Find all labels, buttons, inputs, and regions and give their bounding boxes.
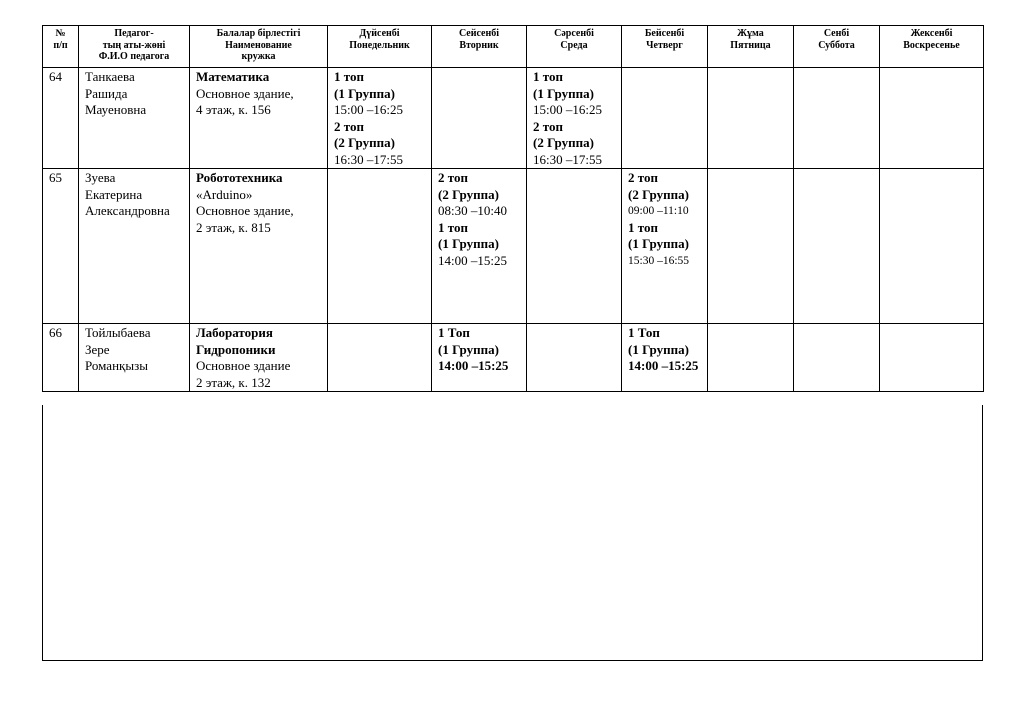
header-saturday: Сенбі Суббота <box>794 26 880 68</box>
wednesday-cell <box>527 169 622 324</box>
row-number: 66 <box>43 324 79 392</box>
saturday-cell <box>794 324 880 392</box>
circle-name: Лаборатория Гидропоники Основное здание 2 этаж, к. 132 <box>190 324 328 392</box>
table-row <box>43 169 984 324</box>
saturday-cell <box>794 169 880 324</box>
header-thursday: Бейсенбі Четверг <box>622 26 708 68</box>
friday-cell <box>708 169 794 324</box>
tuesday-cell: 2 топ (2 Группа) 08:30 –10:40 1 топ (1 Группа) 14:00 –15:25 <box>432 169 527 324</box>
thursday-cell: 2 топ (2 Группа) 09:00 –11:10 1 топ (1 Группа) 15:30 –16:55 <box>622 169 708 324</box>
thursday-cell <box>622 68 708 169</box>
friday-cell <box>708 324 794 392</box>
schedule-table <box>42 25 984 392</box>
saturday-cell <box>794 68 880 169</box>
teacher-name: Тойлыбаева Зере Романқызы <box>79 324 190 392</box>
header-sunday: Жексенбі Воскресенье <box>880 26 984 68</box>
header-friday: Жұма Пятница <box>708 26 794 68</box>
tuesday-cell: 1 Топ (1 Группа) 14:00 –15:25 <box>432 324 527 392</box>
sunday-cell <box>880 169 984 324</box>
monday-cell <box>328 169 432 324</box>
circle-name: Математика Основное здание, 4 этаж, к. 156 <box>190 68 328 169</box>
header-teacher: Педагог- тың аты-жөні Ф.И.О педагога <box>79 26 190 68</box>
teacher-name: Танкаева Рашида Мауеновна <box>79 68 190 169</box>
sunday-cell <box>880 68 984 169</box>
header-monday: Дүйсенбі Понедельник <box>328 26 432 68</box>
wednesday-cell <box>527 324 622 392</box>
thursday-cell: 1 Топ (1 Группа) 14:00 –15:25 <box>622 324 708 392</box>
header-num: № п/п <box>43 26 79 68</box>
table-row <box>43 324 984 392</box>
header-row <box>43 26 984 68</box>
tuesday-cell <box>432 68 527 169</box>
empty-area-box <box>42 405 983 661</box>
monday-cell: 1 топ (1 Группа) 15:00 –16:25 2 топ (2 Группа) 16:30 –17:55 <box>328 68 432 169</box>
row-number: 65 <box>43 169 79 324</box>
teacher-name: Зуева Екатерина Александровна <box>79 169 190 324</box>
row-number: 64 <box>43 68 79 169</box>
header-wednesday: Сәрсенбі Среда <box>527 26 622 68</box>
monday-cell <box>328 324 432 392</box>
sunday-cell <box>880 324 984 392</box>
header-tuesday: Сейсенбі Вторник <box>432 26 527 68</box>
table-row <box>43 68 984 169</box>
friday-cell <box>708 68 794 169</box>
header-circle: Балалар бірлестігі Наименование кружка <box>190 26 328 68</box>
circle-name: Робототехника «Arduino» Основное здание, 2 этаж, к. 815 <box>190 169 328 324</box>
wednesday-cell: 1 топ (1 Группа) 15:00 –16:25 2 топ (2 Группа) 16:30 –17:55 <box>527 68 622 169</box>
